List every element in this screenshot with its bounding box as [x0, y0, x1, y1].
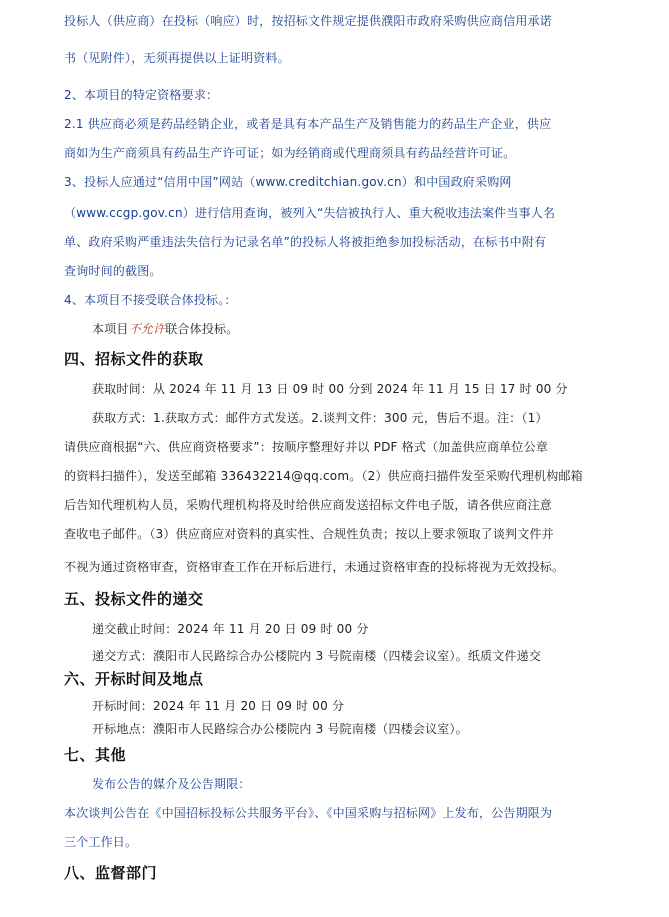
paragraph-line: 开标时间：2024 年 11 月 20 日 09 时 00 分: [92, 699, 345, 713]
paragraph-line: 后告知代理机构人员，采购代理机构将及时给供应商发送招标文件电子版，请各供应商注意: [64, 498, 553, 512]
paragraph-line: 书（见附件），无须再提供以上证明资料。: [64, 51, 290, 65]
paragraph-line: 的资料扫描件），发送至邮箱 336432214@qq.com。（2）供应商扫描件发至采购代理机构邮箱: [64, 469, 583, 483]
paragraph-line: 获取方式：1.获取方式：邮件方式发送。2.谈判文件：300 元，售后不退。注：（1）: [92, 411, 548, 425]
paragraph-line: 2、本项目的特定资格要求：: [64, 88, 219, 102]
paragraph-line: 3、投标人应通过“信用中国”网站（www.creditchian.gov.cn）和中国政府采购网: [64, 175, 512, 189]
section-heading: 四、招标文件的获取: [64, 350, 204, 368]
paragraph-line: 获取时间：从 2024 年 11 月 13 日 09 时 00 分到 2024 年 11 月 15 日 17 时 00 分: [92, 382, 568, 396]
paragraph-line: 发布公告的媒介及公告期限：: [92, 777, 251, 791]
paragraph-line: 不视为通过资格审查，资格审查工作在开标后进行，未通过资格审查的投标将视为无效投标。: [64, 560, 565, 574]
paragraph-line: 递交截止时间：2024 年 11 月 20 日 09 时 00 分: [92, 622, 369, 636]
section-heading: 七、其他: [64, 746, 127, 764]
paragraph-line: 2.1 供应商必须是药品经销企业，或者是具有本产品生产及销售能力的药品生产企业，供应: [64, 117, 552, 131]
paragraph-line: 查收电子邮件。（3）供应商应对资料的真实性、合规性负责；按以上要求领取了谈判文件并: [64, 527, 554, 541]
paragraph-line: 单、政府采购严重违法失信行为记录名单”的投标人将被拒绝参加投标活动，在标书中附有: [64, 235, 547, 249]
paragraph-line: 递交方式：濮阳市人民路综合办公楼院内 3 号院南楼（四楼会议室）。纸质文件递交: [92, 649, 542, 663]
inline-text: 本项目: [92, 322, 129, 336]
section-heading: 五、投标文件的递交: [64, 590, 204, 608]
paragraph-line: 投标人（供应商）在投标（响应）时，按招标文件规定提供濮阳市政府采购供应商信用承诺: [64, 14, 553, 28]
paragraph-line: 本次谈判公告在《中国招标投标公共服务平台》、《中国采购与招标网》上发布，公告期限为: [64, 806, 553, 820]
paragraph-line: 开标地点：濮阳市人民路综合办公楼院内 3 号院南楼（四楼会议室）。: [92, 722, 468, 736]
paragraph-line: 商如为生产商须具有药品生产许可证；如为经销商或代理商须具有药品经营许可证。: [64, 146, 516, 160]
paragraph-line: 三个工作日。: [64, 835, 138, 849]
section-heading: 六、开标时间及地点: [64, 670, 204, 688]
paragraph-line: 查询时间的截图。: [64, 264, 162, 278]
section-heading: 八、监督部门: [64, 864, 158, 882]
paragraph-line: 4、本项目不接受联合体投标。：: [64, 293, 237, 307]
inline-italic-text: 不允许: [128, 322, 166, 336]
paragraph-line: [92, 320, 238, 337]
inline-text: 联合体投标。: [165, 322, 239, 336]
paragraph-line: 请供应商根据“六、供应商资格要求”：按顺序整理好并以 PDF 格式（加盖供应商单位公章: [64, 440, 549, 454]
paragraph-line: （www.ccgp.gov.cn）进行信用查询，被列入“失信被执行人、重大税收违法案件当事人名: [64, 206, 556, 220]
